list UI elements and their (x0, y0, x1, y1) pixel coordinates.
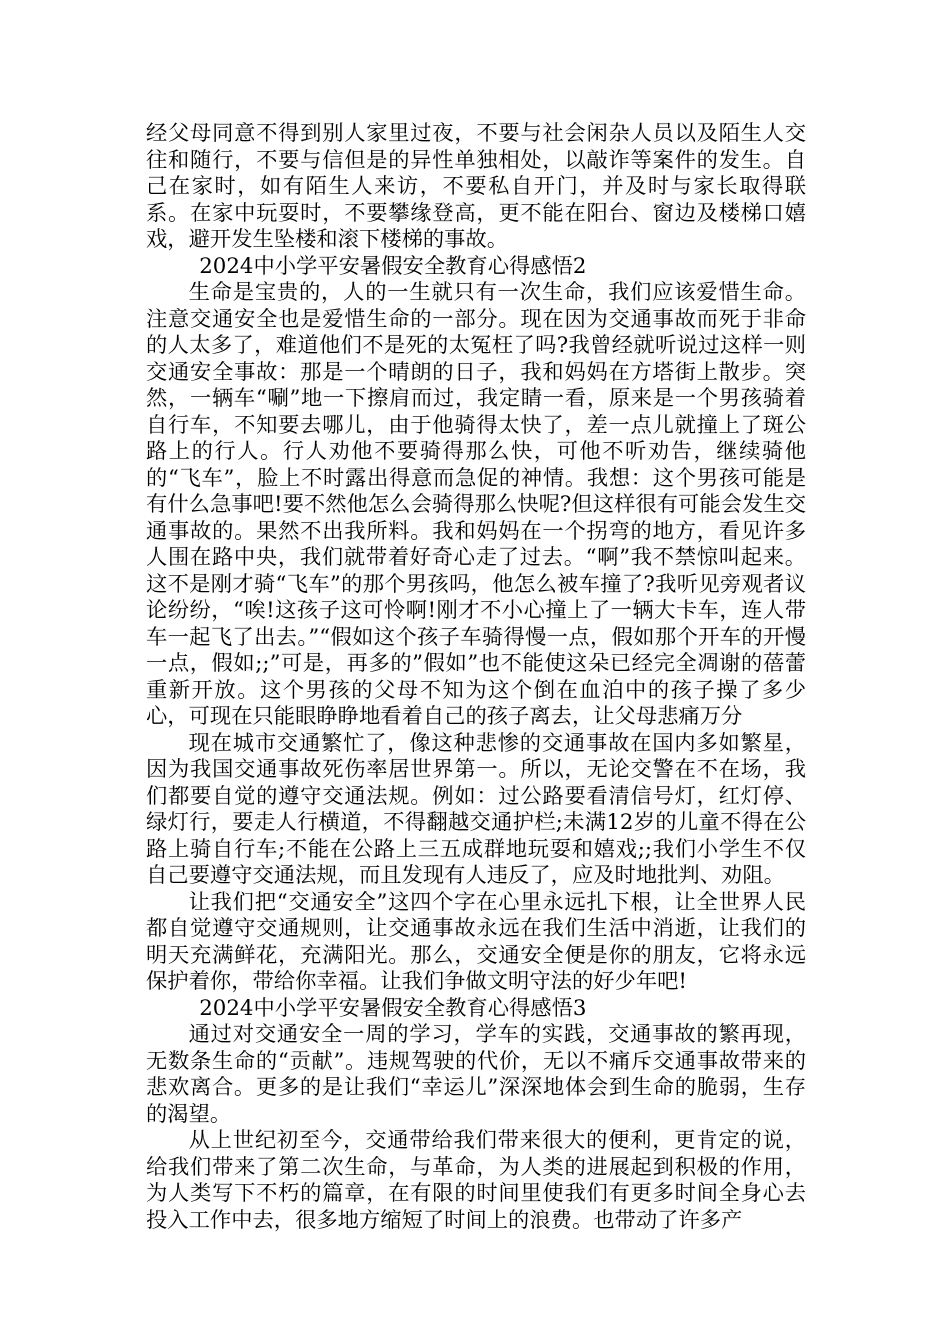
body-paragraph-4: 让我们把“交通安全”这四个字在心里永远扎下根，让全世界人民都自觉遵守交通规则，让交通事故永远在我们生活中消逝，让我们的明天充满鲜花，充满阳光。那么，交通安全便是你的朋友，它将永远保护着你，带给你幸福。让我们争做文明守法的好少年吧! (146, 889, 806, 994)
document-page (146, 121, 806, 1234)
body-paragraph-3: 现在城市交通繁忙了，像这种悲惨的交通事故在国内多如繁星，因为我国交通事故死伤率居世界第一。所以，无论交警在不在场，我们都要自觉的遵守交通法规。例如：过公路要看清信号灯，红灯停、绿灯行，要走人行横道，不得翻越交通护栏;未满12岁的儿童不得在公路上骑自行车;不能在公路上三五成群地玩耍和嬉戏;;我们小学生不仅自己要遵守交通法规，而且发现有人违反了，应及时地批判、劝阻。 (146, 730, 806, 888)
body-paragraph-1: 经父母同意不得到别人家里过夜，不要与社会闲杂人员以及陌生人交往和随行，不要与信但是的异性单独相处，以敲诈等案件的发生。自己在家时，如有陌生人来访，不要私自开门，并及时与家长取得联系。在家中玩耍时，不要攀缘登高，更不能在阳台、窗边及楼梯口嬉戏，避开发生坠楼和滚下楼梯的事故。 (146, 121, 806, 252)
body-paragraph-2: 生命是宝贵的，人的一生就只有一次生命，我们应该爱惜生命。注意交通安全也是爱惜生命的一部分。现在因为交通事故而死于非命的人太多了，难道他们不是死的太冤枉了吗?我曾经就听说过这样一则交通安全事故：那是一个晴朗的日子，我和妈妈在方塔街上散步。突然，一辆车“唰”地一下擦肩而过，我定睛一看，原来是一个男孩骑着自行车，不知要去哪儿，由于他骑得太快了，差一点儿就撞上了斑公路上的行人。行人劝他不要骑得那么快，可他不听劝告，继续骑他的“飞车”，脸上不时露出得意而急促的神情。我想：这个男孩可能是有什么急事吧!要不然他怎么会骑得那么快呢?但这样很有可能会发生交通事故的。果然不出我所料。我和妈妈在一个拐弯的地方，看见许多人围在路中央，我们就带着好奇心走了过去。“啊”我不禁惊叫起来。这不是刚才骑“飞车”的那个男孩吗，他怎么被车撞了?我听见旁观者议论纷纷，“唉!这孩子这可怜啊!刚才不小心撞上了一辆大卡车，连人带车一起飞了出去。”“假如这个孩子车骑得慢一点，假如那个开车的开慢一点，假如;;”可是，再多的”假如”也不能使这朵已经完全凋谢的蓓蕾重新开放。这个男孩的父母不知为这个倒在血泊中的孩子操了多少心，可现在只能眼睁睁地看着自己的孩子离去，让父母悲痛万分 (146, 280, 806, 729)
section-heading-2: 2024中小学平安暑假安全教育心得感悟2 (199, 253, 587, 279)
body-paragraph-5: 通过对交通安全一周的学习，学车的实践，交通事故的繁再现，无数条生命的“贡献”。违规驾驶的代价，无以不痛斥交通事故带来的悲欢离合。更多的是让我们“幸运儿”深深地体会到生命的脆弱，生存的渴望。 (146, 1022, 806, 1127)
body-paragraph-6: 从上世纪初至今，交通带给我们带来很大的便利，更肯定的说，给我们带来了第二次生命，与革命，为人类的进展起到积极的作用，为人类写下不朽的篇章，在有限的时间里使我们有更多时间全身心去投入工作中去，很多地方缩短了时间上的浪费。也带动了许多产 (146, 1128, 806, 1233)
section-heading-3: 2024中小学平安暑假安全教育心得感悟3 (199, 995, 587, 1021)
